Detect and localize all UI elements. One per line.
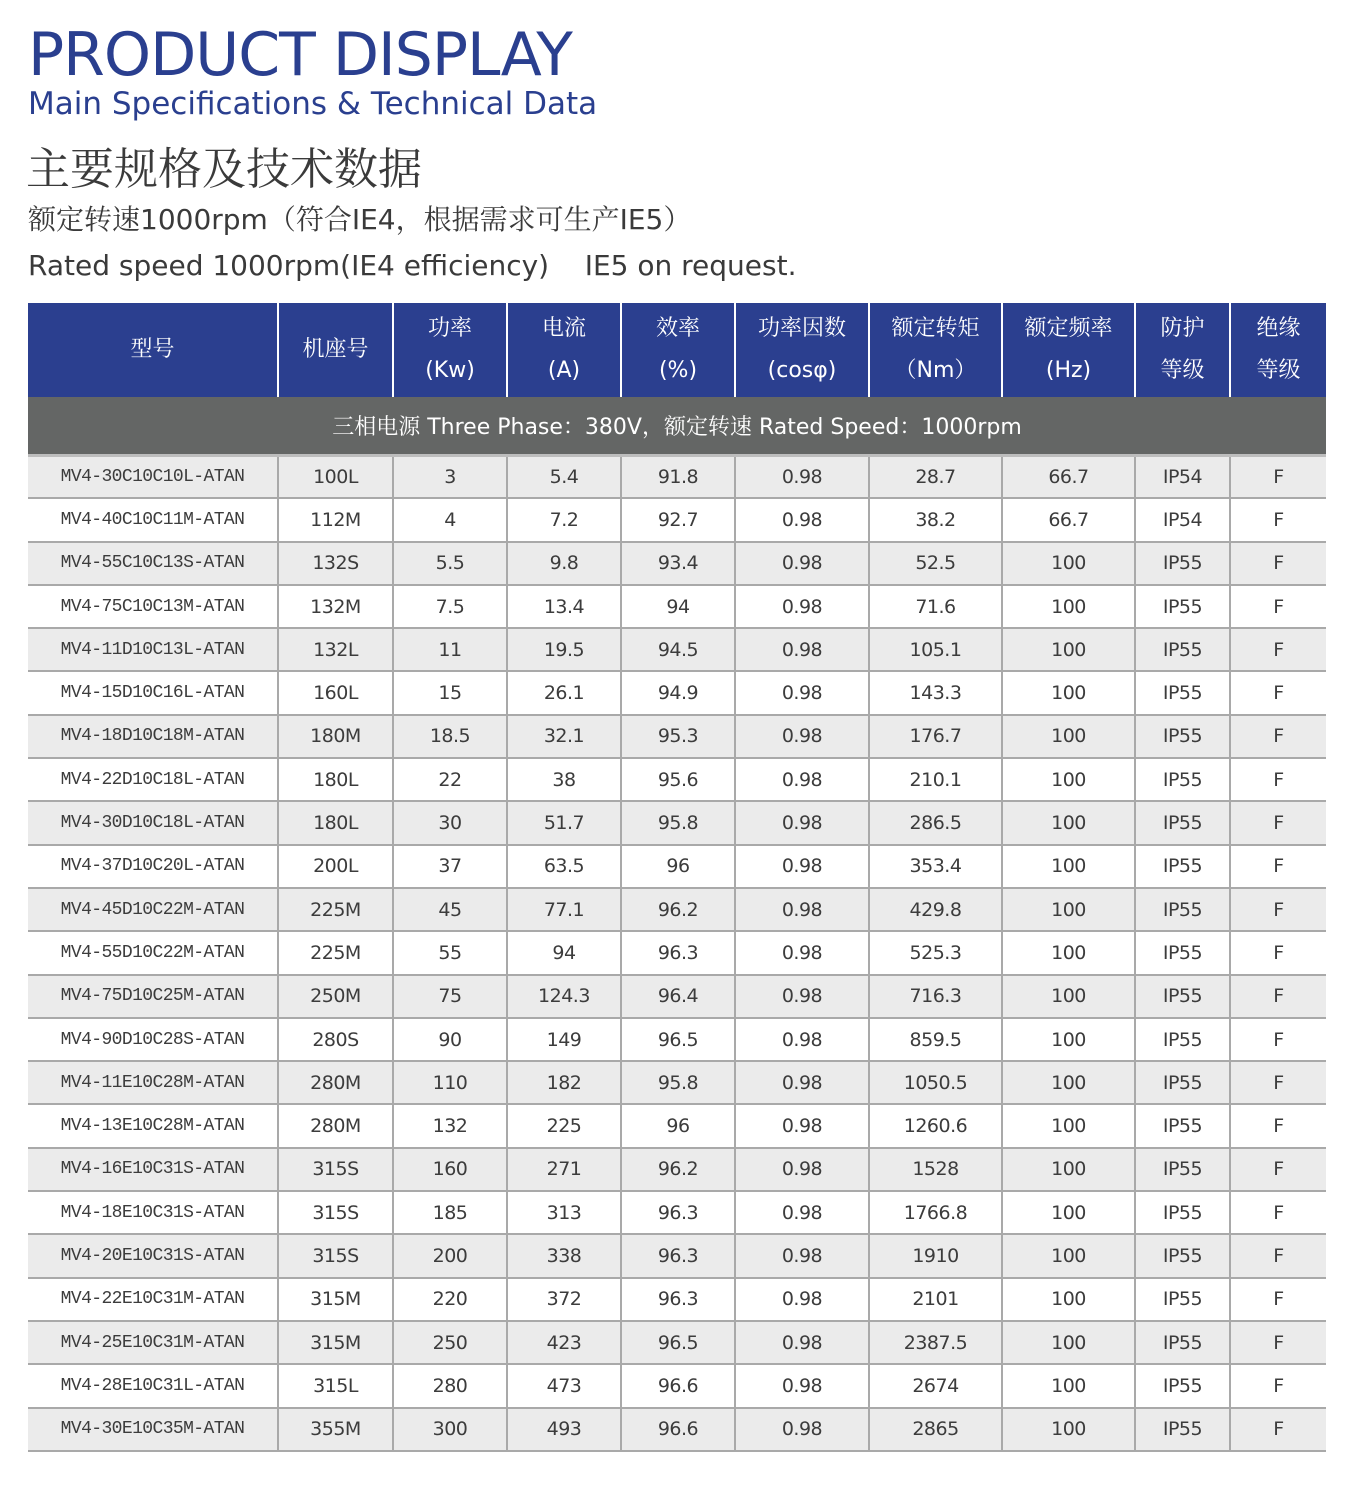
cell-protection-class: IP54: [1135, 498, 1230, 541]
cell-rated-frequency: 100: [1002, 1104, 1135, 1147]
cell-power-factor: 0.98: [735, 1278, 869, 1321]
cell-efficiency: 96: [621, 1104, 735, 1147]
cell-frame: 315S: [278, 1148, 393, 1191]
cell-rated-torque: 1910: [869, 1234, 1002, 1277]
column-header-label: 机座号: [302, 337, 369, 362]
cell-rated-torque: 210.1: [869, 758, 1002, 801]
cell-current: 225: [507, 1104, 621, 1147]
cell-protection-class: IP55: [1135, 888, 1230, 931]
cell-insulation-class: F: [1230, 845, 1326, 888]
column-header-label: 防护: [1160, 316, 1205, 341]
cell-current: 493: [507, 1408, 621, 1451]
table-row: [28, 1321, 1326, 1364]
cell-insulation-class: F: [1230, 455, 1326, 498]
cell-insulation-class: F: [1230, 1408, 1326, 1451]
cell-power-factor: 0.98: [735, 845, 869, 888]
cell-power-factor: 0.98: [735, 931, 869, 974]
cell-rated-torque: 1260.6: [869, 1104, 1002, 1147]
cell-rated-torque: 28.7: [869, 455, 1002, 498]
cell-insulation-class: F: [1230, 758, 1326, 801]
cell-rated-torque: 2101: [869, 1278, 1002, 1321]
column-header-label: 效率: [655, 316, 700, 341]
cell-insulation-class: F: [1230, 628, 1326, 671]
cell-model: MV4-25E10C31M-ATAN: [28, 1321, 278, 1364]
cell-frame: 180L: [278, 758, 393, 801]
cell-efficiency: 95.8: [621, 1061, 735, 1104]
cell-power-factor: 0.98: [735, 801, 869, 844]
column-header-efficiency: [621, 303, 735, 397]
page-title: PRODUCT DISPLAY: [28, 20, 572, 90]
cell-rated-frequency: 100: [1002, 585, 1135, 628]
cell-power: 280: [393, 1364, 507, 1407]
cell-power-factor: 0.98: [735, 1408, 869, 1451]
cell-protection-class: IP55: [1135, 671, 1230, 714]
cell-power-factor: 0.98: [735, 715, 869, 758]
column-header-frame: [278, 303, 393, 397]
table-row: [28, 845, 1326, 888]
cell-frame: 200L: [278, 845, 393, 888]
column-header-unit: 等级: [1160, 358, 1205, 383]
column-header-unit: （Nm）: [894, 358, 977, 383]
cell-efficiency: 95.6: [621, 758, 735, 801]
cell-rated-torque: 1050.5: [869, 1061, 1002, 1104]
cell-frame: 180L: [278, 801, 393, 844]
column-header-unit: (A): [547, 358, 581, 383]
cell-insulation-class: F: [1230, 1061, 1326, 1104]
column-header-label: 电流: [541, 316, 586, 341]
cell-current: 63.5: [507, 845, 621, 888]
cell-insulation-class: F: [1230, 1104, 1326, 1147]
cell-model: MV4-11E10C28M-ATAN: [28, 1061, 278, 1104]
cell-power: 5.5: [393, 542, 507, 585]
cell-power: 22: [393, 758, 507, 801]
table-row: [28, 585, 1326, 628]
cell-model: MV4-16E10C31S-ATAN: [28, 1148, 278, 1191]
cell-model: MV4-22E10C31M-ATAN: [28, 1278, 278, 1321]
cell-rated-torque: 71.6: [869, 585, 1002, 628]
cell-efficiency: 95.3: [621, 715, 735, 758]
table-row: [28, 1061, 1326, 1104]
column-header-unit: (Hz): [1045, 358, 1092, 383]
cell-rated-torque: 143.3: [869, 671, 1002, 714]
cell-current: 13.4: [507, 585, 621, 628]
column-header-unit: (cosφ): [767, 358, 837, 383]
cell-power-factor: 0.98: [735, 628, 869, 671]
cell-current: 338: [507, 1234, 621, 1277]
table-row: [28, 1234, 1326, 1277]
cell-protection-class: IP55: [1135, 1148, 1230, 1191]
cell-protection-class: IP55: [1135, 628, 1230, 671]
cell-power: 220: [393, 1278, 507, 1321]
cell-rated-torque: 525.3: [869, 931, 1002, 974]
table-row: [28, 715, 1326, 758]
cell-model: MV4-22D10C18L-ATAN: [28, 758, 278, 801]
cell-protection-class: IP55: [1135, 715, 1230, 758]
column-header-power-factor: [735, 303, 869, 397]
cell-efficiency: 96.4: [621, 975, 735, 1018]
cell-rated-torque: 716.3: [869, 975, 1002, 1018]
cell-insulation-class: F: [1230, 1148, 1326, 1191]
cell-insulation-class: F: [1230, 1321, 1326, 1364]
cell-model: MV4-11D10C13L-ATAN: [28, 628, 278, 671]
cell-power: 4: [393, 498, 507, 541]
cell-rated-torque: 38.2: [869, 498, 1002, 541]
cell-protection-class: IP55: [1135, 975, 1230, 1018]
cell-current: 124.3: [507, 975, 621, 1018]
cell-power: 200: [393, 1234, 507, 1277]
cell-model: MV4-45D10C22M-ATAN: [28, 888, 278, 931]
cell-rated-torque: 105.1: [869, 628, 1002, 671]
cell-efficiency: 91.8: [621, 455, 735, 498]
cell-model: MV4-28E10C31L-ATAN: [28, 1364, 278, 1407]
cell-rated-frequency: 100: [1002, 845, 1135, 888]
column-header-label: 额定频率: [1024, 316, 1113, 341]
table-row: [28, 628, 1326, 671]
cell-model: MV4-55C10C13S-ATAN: [28, 542, 278, 585]
cell-rated-frequency: 100: [1002, 801, 1135, 844]
cell-rated-frequency: 100: [1002, 715, 1135, 758]
cell-power: 160: [393, 1148, 507, 1191]
cell-efficiency: 96.3: [621, 931, 735, 974]
column-header-unit: (%): [658, 358, 698, 383]
column-header-unit: (Kw): [425, 358, 475, 383]
cell-power-factor: 0.98: [735, 1104, 869, 1147]
cell-protection-class: IP55: [1135, 1408, 1230, 1451]
cell-current: 423: [507, 1321, 621, 1364]
cell-power-factor: 0.98: [735, 671, 869, 714]
cell-rated-frequency: 100: [1002, 758, 1135, 801]
cell-power-factor: 0.98: [735, 1018, 869, 1061]
column-header-label: 功率因数: [757, 316, 846, 341]
table-row: [28, 1408, 1326, 1451]
cell-protection-class: IP55: [1135, 1018, 1230, 1061]
cell-current: 473: [507, 1364, 621, 1407]
cell-rated-frequency: 66.7: [1002, 498, 1135, 541]
cell-power-factor: 0.98: [735, 888, 869, 931]
cell-power-factor: 0.98: [735, 758, 869, 801]
cell-power-factor: 0.98: [735, 1061, 869, 1104]
table-row: [28, 975, 1326, 1018]
column-header-current: [507, 303, 621, 397]
cell-rated-frequency: 100: [1002, 671, 1135, 714]
cell-frame: 315L: [278, 1364, 393, 1407]
cell-efficiency: 96.6: [621, 1408, 735, 1451]
cell-insulation-class: F: [1230, 585, 1326, 628]
cell-insulation-class: F: [1230, 1191, 1326, 1234]
cell-protection-class: IP55: [1135, 1278, 1230, 1321]
table-header-row: [28, 303, 1326, 397]
cell-insulation-class: F: [1230, 888, 1326, 931]
cell-current: 5.4: [507, 455, 621, 498]
cell-protection-class: IP55: [1135, 931, 1230, 974]
table-row: [28, 542, 1326, 585]
cell-power: 75: [393, 975, 507, 1018]
cell-rated-frequency: 100: [1002, 888, 1135, 931]
cell-protection-class: IP55: [1135, 1364, 1230, 1407]
cell-protection-class: IP55: [1135, 1321, 1230, 1364]
cell-insulation-class: F: [1230, 498, 1326, 541]
cell-frame: 132S: [278, 542, 393, 585]
cell-power: 7.5: [393, 585, 507, 628]
table-row: [28, 455, 1326, 498]
cell-insulation-class: F: [1230, 542, 1326, 585]
cell-current: 7.2: [507, 498, 621, 541]
cell-frame: 315S: [278, 1191, 393, 1234]
cell-frame: 225M: [278, 931, 393, 974]
cell-efficiency: 96.3: [621, 1278, 735, 1321]
cell-rated-torque: 286.5: [869, 801, 1002, 844]
cell-rated-frequency: 100: [1002, 1364, 1135, 1407]
cell-power: 185: [393, 1191, 507, 1234]
cell-frame: 280M: [278, 1061, 393, 1104]
column-header-rated-torque: [869, 303, 1002, 397]
cell-power: 132: [393, 1104, 507, 1147]
cell-frame: 250M: [278, 975, 393, 1018]
cell-model: MV4-30D10C18L-ATAN: [28, 801, 278, 844]
cell-rated-torque: 429.8: [869, 888, 1002, 931]
cell-power-factor: 0.98: [735, 455, 869, 498]
cell-power-factor: 0.98: [735, 1321, 869, 1364]
cell-frame: 315M: [278, 1321, 393, 1364]
column-header-protection-class: [1135, 303, 1230, 397]
cell-efficiency: 96.5: [621, 1321, 735, 1364]
cell-model: MV4-13E10C28M-ATAN: [28, 1104, 278, 1147]
cell-power: 37: [393, 845, 507, 888]
cell-power: 30: [393, 801, 507, 844]
cell-insulation-class: F: [1230, 715, 1326, 758]
cell-current: 149: [507, 1018, 621, 1061]
cell-rated-frequency: 100: [1002, 1408, 1135, 1451]
cell-frame: 160L: [278, 671, 393, 714]
cell-model: MV4-30E10C35M-ATAN: [28, 1408, 278, 1451]
cell-model: MV4-55D10C22M-ATAN: [28, 931, 278, 974]
cell-efficiency: 93.4: [621, 542, 735, 585]
cell-protection-class: IP55: [1135, 1104, 1230, 1147]
cell-efficiency: 96.3: [621, 1191, 735, 1234]
cell-power: 15: [393, 671, 507, 714]
cell-efficiency: 94.5: [621, 628, 735, 671]
table-row: [28, 801, 1326, 844]
cell-rated-torque: 353.4: [869, 845, 1002, 888]
cell-model: MV4-40C10C11M-ATAN: [28, 498, 278, 541]
cell-frame: 100L: [278, 455, 393, 498]
three-phase-banner-row: [28, 397, 1326, 455]
cell-frame: 132L: [278, 628, 393, 671]
cell-power-factor: 0.98: [735, 1234, 869, 1277]
cell-frame: 280M: [278, 1104, 393, 1147]
cell-power: 3: [393, 455, 507, 498]
cell-model: MV4-18E10C31S-ATAN: [28, 1191, 278, 1234]
column-header-label: 额定转矩: [891, 316, 980, 341]
cell-rated-torque: 2865: [869, 1408, 1002, 1451]
cell-current: 271: [507, 1148, 621, 1191]
cell-frame: 132M: [278, 585, 393, 628]
cell-rated-frequency: 100: [1002, 1321, 1135, 1364]
cell-efficiency: 92.7: [621, 498, 735, 541]
cell-frame: 225M: [278, 888, 393, 931]
cell-frame: 315M: [278, 1278, 393, 1321]
table-row: [28, 758, 1326, 801]
cell-protection-class: IP55: [1135, 845, 1230, 888]
cell-efficiency: 95.8: [621, 801, 735, 844]
table-row: [28, 1278, 1326, 1321]
cell-insulation-class: F: [1230, 1364, 1326, 1407]
cell-power: 300: [393, 1408, 507, 1451]
cell-model: MV4-15D10C16L-ATAN: [28, 671, 278, 714]
cell-rated-torque: 859.5: [869, 1018, 1002, 1061]
cell-power-factor: 0.98: [735, 585, 869, 628]
cell-rated-frequency: 100: [1002, 1148, 1135, 1191]
column-header-power: [393, 303, 507, 397]
cell-power-factor: 0.98: [735, 1364, 869, 1407]
cell-power: 45: [393, 888, 507, 931]
cell-efficiency: 96.2: [621, 1148, 735, 1191]
table-row: [28, 1018, 1326, 1061]
cell-model: MV4-18D10C18M-ATAN: [28, 715, 278, 758]
cell-protection-class: IP55: [1135, 1061, 1230, 1104]
cell-current: 38: [507, 758, 621, 801]
cell-rated-torque: 1766.8: [869, 1191, 1002, 1234]
column-header-insulation-class: [1230, 303, 1326, 397]
column-header-label: 绝缘: [1256, 316, 1301, 341]
column-header-model: [28, 303, 278, 397]
table-row: [28, 1364, 1326, 1407]
cn-rated-speed-note: 额定转速1000rpm（符合IE4，根据需求可生产IE5）: [28, 203, 692, 236]
cell-current: 372: [507, 1278, 621, 1321]
column-header-label: 型号: [130, 337, 175, 362]
cell-rated-frequency: 100: [1002, 1278, 1135, 1321]
cell-power: 110: [393, 1061, 507, 1104]
cell-model: MV4-75C10C13M-ATAN: [28, 585, 278, 628]
cell-protection-class: IP54: [1135, 455, 1230, 498]
cell-power-factor: 0.98: [735, 1148, 869, 1191]
table-row: [28, 1104, 1326, 1147]
cell-current: 77.1: [507, 888, 621, 931]
cell-rated-frequency: 100: [1002, 975, 1135, 1018]
spec-table: [28, 303, 1326, 1452]
cell-current: 313: [507, 1191, 621, 1234]
cell-rated-torque: 176.7: [869, 715, 1002, 758]
column-header-rated-frequency: [1002, 303, 1135, 397]
cell-insulation-class: F: [1230, 1018, 1326, 1061]
cell-efficiency: 96: [621, 845, 735, 888]
cell-current: 26.1: [507, 671, 621, 714]
table-row: [28, 498, 1326, 541]
cell-efficiency: 96.5: [621, 1018, 735, 1061]
table-row: [28, 671, 1326, 714]
cell-power: 18.5: [393, 715, 507, 758]
cell-current: 32.1: [507, 715, 621, 758]
cell-rated-frequency: 100: [1002, 628, 1135, 671]
cell-power: 55: [393, 931, 507, 974]
table-row: [28, 931, 1326, 974]
cell-power-factor: 0.98: [735, 975, 869, 1018]
page-subtitle: Main Specifications & Technical Data: [28, 86, 598, 122]
cell-power: 250: [393, 1321, 507, 1364]
cell-frame: 112M: [278, 498, 393, 541]
cell-insulation-class: F: [1230, 975, 1326, 1018]
cn-section-title: 主要规格及技术数据: [26, 144, 422, 195]
cell-rated-frequency: 100: [1002, 931, 1135, 974]
cell-rated-torque: 1528: [869, 1148, 1002, 1191]
cell-efficiency: 96.2: [621, 888, 735, 931]
cell-protection-class: IP55: [1135, 585, 1230, 628]
cell-current: 51.7: [507, 801, 621, 844]
cell-insulation-class: F: [1230, 671, 1326, 714]
cell-power-factor: 0.98: [735, 542, 869, 585]
cell-model: MV4-20E10C31S-ATAN: [28, 1234, 278, 1277]
cell-model: MV4-30C10C10L-ATAN: [28, 455, 278, 498]
cell-current: 19.5: [507, 628, 621, 671]
cell-rated-frequency: 66.7: [1002, 455, 1135, 498]
cell-power-factor: 0.98: [735, 498, 869, 541]
table-row: [28, 1148, 1326, 1191]
table-row: [28, 1191, 1326, 1234]
cell-frame: 180M: [278, 715, 393, 758]
cell-power: 11: [393, 628, 507, 671]
cell-insulation-class: F: [1230, 931, 1326, 974]
three-phase-banner: 三相电源 Three Phase：380V，额定转速 Rated Speed：1000rpm: [28, 397, 1326, 455]
cell-insulation-class: F: [1230, 1278, 1326, 1321]
en-rated-speed-note: Rated speed 1000rpm(IE4 efficiency) IE5 on request.: [28, 249, 797, 282]
cell-rated-frequency: 100: [1002, 542, 1135, 585]
cell-model: MV4-75D10C25M-ATAN: [28, 975, 278, 1018]
cell-protection-class: IP55: [1135, 542, 1230, 585]
cell-rated-frequency: 100: [1002, 1234, 1135, 1277]
cell-protection-class: IP55: [1135, 801, 1230, 844]
cell-efficiency: 96.6: [621, 1364, 735, 1407]
cell-rated-torque: 2674: [869, 1364, 1002, 1407]
cell-rated-frequency: 100: [1002, 1061, 1135, 1104]
cell-insulation-class: F: [1230, 1234, 1326, 1277]
cell-efficiency: 96.3: [621, 1234, 735, 1277]
column-header-unit: 等级: [1256, 358, 1301, 383]
cell-current: 94: [507, 931, 621, 974]
cell-power-factor: 0.98: [735, 1191, 869, 1234]
cell-efficiency: 94: [621, 585, 735, 628]
cell-protection-class: IP55: [1135, 1191, 1230, 1234]
cell-frame: 315S: [278, 1234, 393, 1277]
cell-insulation-class: F: [1230, 801, 1326, 844]
cell-power: 90: [393, 1018, 507, 1061]
cell-model: MV4-37D10C20L-ATAN: [28, 845, 278, 888]
cell-rated-torque: 52.5: [869, 542, 1002, 585]
cell-current: 182: [507, 1061, 621, 1104]
cell-rated-frequency: 100: [1002, 1191, 1135, 1234]
cell-rated-torque: 2387.5: [869, 1321, 1002, 1364]
cell-frame: 280S: [278, 1018, 393, 1061]
cell-rated-frequency: 100: [1002, 1018, 1135, 1061]
cell-model: MV4-90D10C28S-ATAN: [28, 1018, 278, 1061]
cell-protection-class: IP55: [1135, 1234, 1230, 1277]
cell-efficiency: 94.9: [621, 671, 735, 714]
cell-protection-class: IP55: [1135, 758, 1230, 801]
cell-current: 9.8: [507, 542, 621, 585]
table-row: [28, 888, 1326, 931]
cell-frame: 355M: [278, 1408, 393, 1451]
column-header-label: 功率: [427, 316, 472, 341]
